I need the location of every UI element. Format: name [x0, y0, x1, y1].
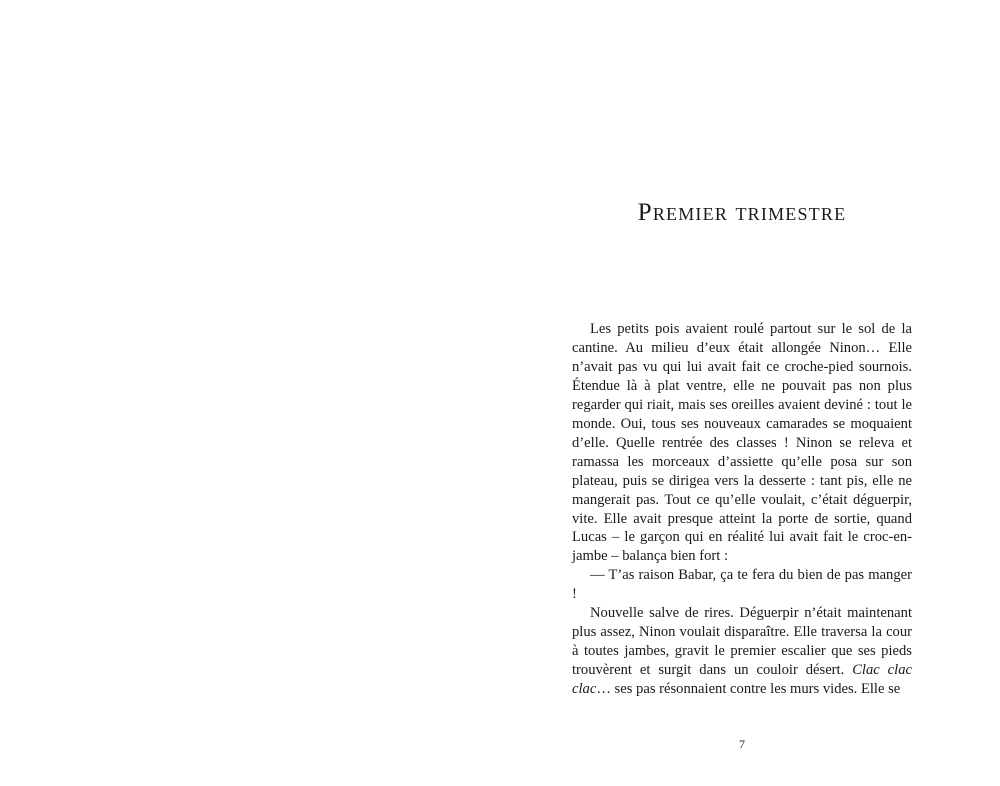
page-number: 7 — [739, 737, 745, 751]
paragraph-3-text-after: … ses pas résonnaient contre les murs vides. Elle se — [596, 681, 901, 698]
paragraph-3-text: Nouvelle salve de rires. Déguerpir n’était maintenant plus assez, Ninon voulait disparaître. Elle traversa la cour à toutes jambes, gravit le premier escalier que ses pieds trouvèrent et surgit dans un couloir désert. — [572, 605, 912, 679]
paragraph-1-text: Les petits pois avaient roulé partout sur le sol de la cantine. Au milieu d’eux était allongée Ninon… Elle n’avait pas vu qui lui avait fait ce croche-pied sournois. Étendue là à plat ventre, elle ne pouvait pas non plus regarder qui riait, mais ses oreilles avaient deviné : tout le monde. Oui, tous ses nouveaux camarades se moquaient d’elle. Quelle rentrée des classes ! Ninon se releva et ramassa les morceaux d’assiette qu’elle posa sur son plateau, puis se dirigea vers la desserte : tant pis, elle ne mangerait pas. Tout ce qu’elle voulait, c’était déguerpir, vite. Elle avait presque atteint la porte de sortie, quand Lucas – le garçon qui en réalité lui avait fait le croc-en-jambe – balança bien fort : — [572, 321, 912, 565]
paragraph-3 — [572, 604, 912, 699]
paragraph-2-text: — T’as raison Babar, ça te fera du bien de pas manger ! — [572, 567, 912, 603]
paragraph-1 — [572, 320, 912, 566]
paragraph-3-italic: Clac clac clac — [572, 662, 912, 698]
paragraph-2-dialogue — [572, 566, 912, 604]
chapter-title: Premier trimestre — [637, 199, 847, 226]
chapter-body — [572, 320, 912, 699]
